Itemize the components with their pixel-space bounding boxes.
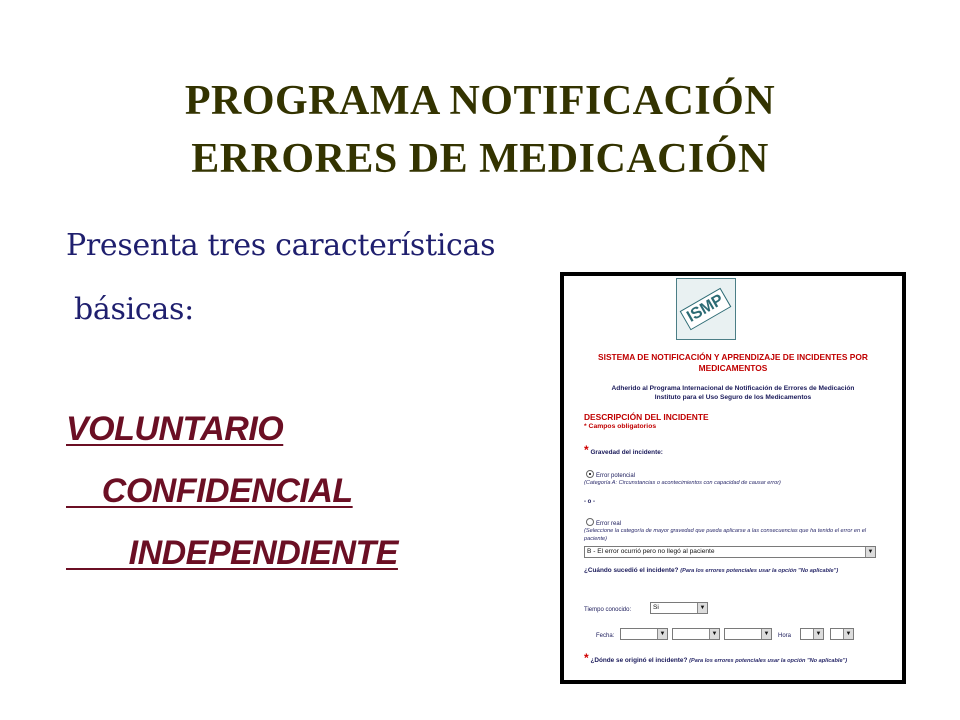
lead-text-line-1: Presenta tres características	[66, 228, 496, 263]
required-star-icon: *	[584, 651, 589, 665]
day-select[interactable]	[620, 628, 668, 640]
form-institute-text: Instituto para el Uso Seguro de los Medicamentos	[654, 394, 812, 401]
time-known-select[interactable]: Si ▼	[650, 602, 708, 614]
or-separator: - o -	[584, 499, 595, 505]
radio-error-real[interactable]: Error real	[586, 518, 621, 528]
chevron-down-icon[interactable]: ▼	[657, 629, 667, 639]
feature-voluntario: VOLUNTARIO	[66, 410, 284, 448]
when-label: ¿Cuándo sucedió el incidente? (Para los errores potenciales usar la opción "No aplicable")	[584, 567, 839, 574]
lead-text-line-2: básicas:	[74, 292, 194, 327]
slide-title-line-1: PROGRAMA NOTIFICACIÓN	[184, 78, 776, 124]
form-subtitle	[570, 384, 896, 402]
minute-select[interactable]	[830, 628, 854, 640]
notification-form-screenshot	[560, 272, 906, 684]
chevron-down-icon[interactable]: ▼	[843, 629, 853, 639]
where-label: * ¿Dónde se originó el incidente? (Para los errores potenciales usar la opción "No aplicable")	[584, 651, 848, 665]
chevron-down-icon[interactable]: ▼	[709, 629, 719, 639]
severity-label: * Gravedad del incidente:	[584, 443, 663, 457]
category-select[interactable]: B - El error ocurrió pero no llegó al paciente ▼	[584, 546, 876, 558]
month-select[interactable]	[672, 628, 720, 640]
section-heading: DESCRIPCIÓN DEL INCIDENTE	[584, 412, 709, 422]
form-adhered-text: Adherido al Programa Internacional de Notificación de Errores de Medicación	[611, 385, 855, 392]
feature-confidencial: CONFIDENCIAL	[66, 472, 353, 510]
year-select[interactable]	[724, 628, 772, 640]
time-known-label: Tiempo conocido:	[584, 607, 632, 613]
slide-title-line-2: ERRORES DE MEDICACIÓN	[191, 136, 769, 182]
required-star-icon: *	[584, 443, 589, 457]
chevron-down-icon[interactable]: ▼	[697, 603, 707, 613]
feature-independiente: INDEPENDIENTE	[66, 534, 398, 572]
form-title: SISTEMA DE NOTIFICACIÓN Y APRENDIZAJE DE INCIDENTES POR MEDICAMENTOS	[598, 352, 868, 373]
radio-error-potential[interactable]: Error potencial	[586, 470, 635, 480]
slide-title	[0, 72, 960, 188]
chevron-down-icon[interactable]: ▼	[865, 547, 875, 557]
hour-select[interactable]	[800, 628, 824, 640]
date-label: Fecha:	[596, 633, 615, 639]
chevron-down-icon[interactable]: ▼	[813, 629, 823, 639]
required-fields-note: * Campos obligatorios	[584, 423, 657, 430]
ismp-logo: ISMP	[676, 278, 736, 340]
chevron-down-icon[interactable]: ▼	[761, 629, 771, 639]
radio-unselected-icon[interactable]	[586, 518, 594, 526]
hour-label: Hora	[778, 633, 792, 639]
real-note: (Seleccione la categoría de mayor gravedad que pueda aplicarse a las consecuencias que ha tenido el error en el paciente)	[584, 528, 867, 542]
potential-note: (Categoría A: Circunstancias o acontecimientos con capacidad de causar error)	[584, 480, 781, 486]
radio-selected-icon[interactable]	[586, 470, 594, 478]
